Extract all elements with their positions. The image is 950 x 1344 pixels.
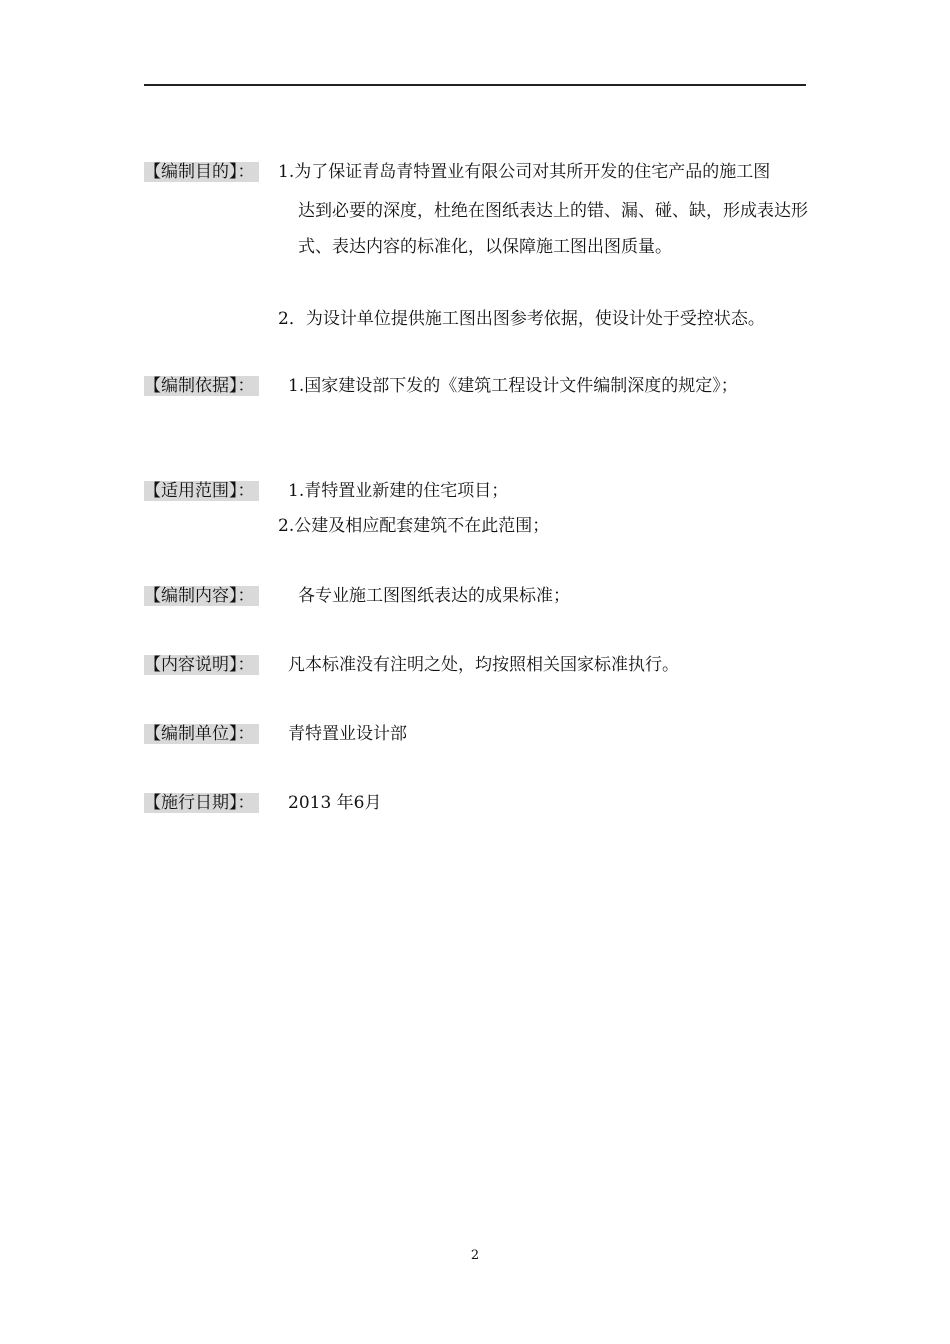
content-text: 各专业施工图图纸表达的成果标准；	[298, 586, 570, 606]
notes-label: 【内容说明】：	[144, 655, 259, 675]
basis-item1: 1.国家建设部下发的《建筑工程设计文件编制深度的规定》；	[288, 376, 738, 396]
purpose-item1-line3: 式、表达内容的标准化，以保障施工图出图质量。	[298, 237, 672, 257]
basis-label: 【编制依据】：	[144, 376, 259, 396]
header-rule	[144, 84, 806, 86]
content-label: 【编制内容】：	[144, 586, 259, 606]
page-number: 2	[470, 1248, 480, 1263]
notes-text: 凡本标准没有注明之处，均按照相关国家标准执行。	[288, 655, 679, 675]
date-label: 【施行日期】：	[144, 793, 259, 813]
unit-label: 【编制单位】：	[144, 724, 259, 744]
unit-text: 青特置业设计部	[288, 724, 407, 744]
date-text: 2013 年6月	[288, 793, 382, 813]
purpose-item1-line2: 达到必要的深度，杜绝在图纸表达上的错、漏、碰、缺，形成表达形	[298, 201, 808, 221]
purpose-item1-line1: 1.为了保证青岛青特置业有限公司对其所开发的住宅产品的施工图	[278, 162, 771, 182]
scope-item2: 2.公建及相应配套建筑不在此范围；	[278, 516, 550, 536]
scope-label: 【适用范围】：	[144, 481, 259, 501]
scope-item1: 1.青特置业新建的住宅项目；	[288, 481, 509, 501]
purpose-label: 【编制目的】：	[144, 162, 259, 182]
purpose-item2: 2．为设计单位提供施工图出图参考依据，使设计处于受控状态。	[278, 309, 765, 329]
